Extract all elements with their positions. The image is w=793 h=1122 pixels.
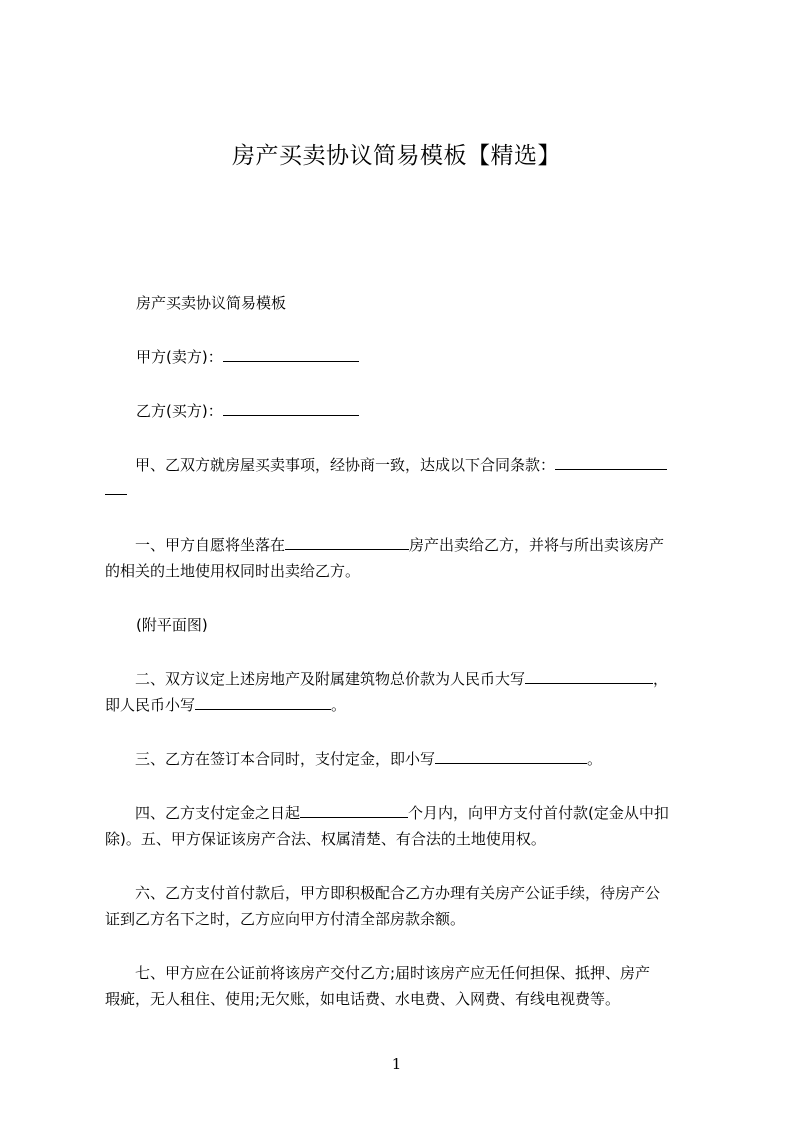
subtitle: 房产买卖协议简易模板 [136,294,287,312]
document-title: 房产买卖协议简易模板【精选】 [232,143,561,169]
intro-text: 甲、乙双方就房屋买卖事项，经协商一致，达成以下合同条款： [135,456,556,474]
party-b-label: 乙方(买方)： [136,402,223,420]
clause-4-line-1 [105,802,705,823]
party-a-line [136,346,736,367]
clause-7-line-2: 瑕疵，无人租住、使用;无欠账，如电话费、水电费、入网费、有线电视费等。 [105,990,621,1008]
clause-6-line-2: 证到乙方名下之时，乙方应向甲方付清全部房款余额。 [105,910,466,928]
clause-2-text-c: 即人民币小写 [105,696,196,714]
clause-4-line-2: 除)。五、甲方保证该房产合法、权属清楚、有合法的土地使用权。 [105,830,546,848]
clause-4-text-a: 四、乙方支付定金之日起 [135,804,301,822]
clause-1-line-2: 的相关的土地使用权同时出卖给乙方。 [105,562,361,580]
page-number: 1 [391,1055,402,1073]
clause-7-text-a: 七、甲方应在公证前将该房产交付乙方;届时该房产应无任何担保、抵押、房产 [135,964,651,982]
clause-2-text-d: 。 [331,696,347,714]
clause-1-text-a: 一、甲方自愿将坐落在 [135,536,286,554]
clause-2-line-2 [105,694,705,715]
clause-3-line [105,748,705,769]
intro-blank-2 [105,480,127,495]
clause-1-line-1 [105,534,705,555]
clause-4-blank [300,803,408,818]
clause-2-text-b: ， [653,670,669,688]
clause-3-text-b: 。 [587,750,603,768]
intro-line [105,454,705,475]
clause-2-text-a: 二、双方议定上述房地产及附属建筑物总价款为人民币大写 [135,670,526,688]
clause-3-text-a: 三、乙方在签订本合同时，支付定金，即小写 [135,750,436,768]
clause-2-blank-1 [525,669,653,684]
intro-blank [555,455,667,470]
clause-2-blank-2 [195,695,331,710]
party-b-line [136,400,736,421]
party-a-label: 甲方(卖方)： [136,348,223,366]
intro-line-2 [105,480,705,499]
clause-2-line-1 [105,668,705,689]
clause-4-text-b: 个月内，向甲方支付首付款(定金从中扣 [408,804,669,822]
clause-1-text-b: 房产出卖给乙方，并将与所出卖该房产 [409,536,665,554]
clause-6-line-1 [105,882,705,903]
party-b-blank [223,401,359,416]
clause-3-blank [435,749,587,764]
party-a-blank [223,347,359,362]
clause-7-line-1 [105,962,705,983]
clause-6-text-a: 六、乙方支付首付款后，甲方即积极配合乙方办理有关房产公证手续，待房产公 [135,884,661,902]
attachment-note: (附平面图) [136,616,208,634]
clause-1-blank [285,535,409,550]
